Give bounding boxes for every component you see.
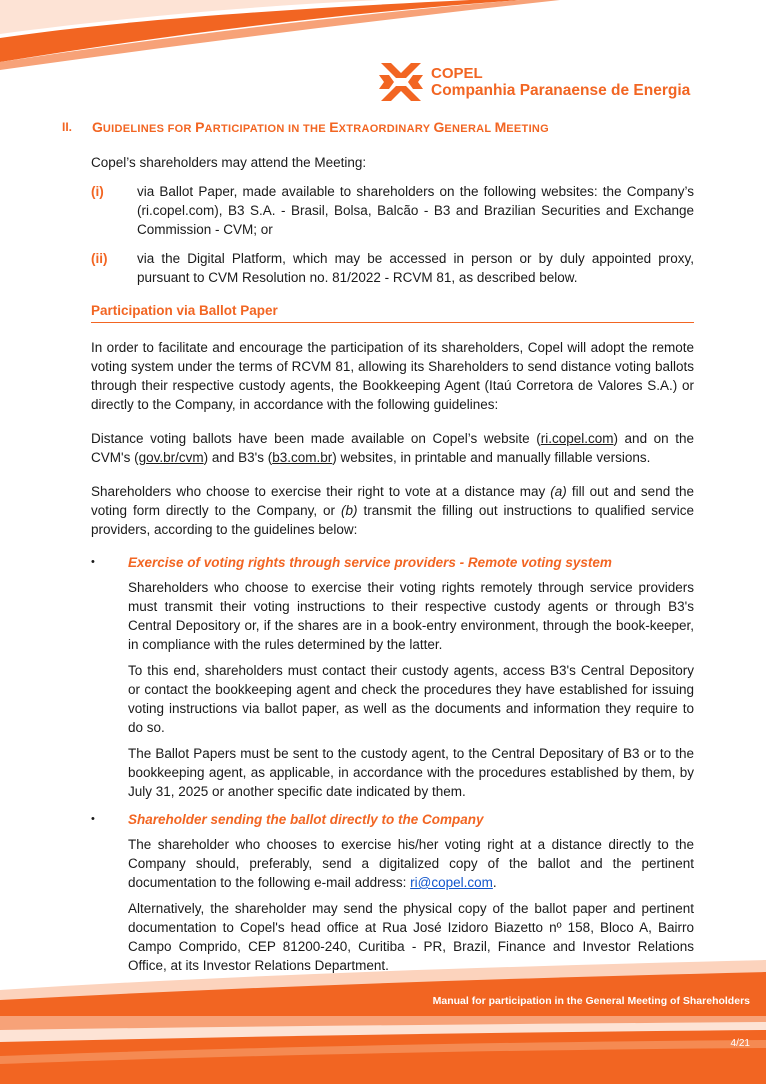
bullet-paragraph: Shareholders who choose to exercise their voting rights remotely through service providers must transmit their voting instructions to their respective custody agents or through B3's Central Depository or, if the shares are in a book-entry environment, through the book-keeper, in compliance with the rules determined by the latter.	[128, 580, 694, 652]
ballot-links-paragraph: Distance voting ballots have been made available on Copel’s website (ri.copel.com) and on the CVM's (gov.br/cvm) and B3's (b3.com.br) websites, in printable and manually fillable versions.	[91, 431, 694, 465]
bullet-paragraph: The shareholder who chooses to exercise his/her voting right at a distance directly to the Company should, preferably, send a digitalized copy of the ballot and the pertinent documentation to the following e-mail address: ri@copel.com.	[128, 837, 694, 890]
bullet-item	[62, 810, 694, 829]
bullet-dot: •	[91, 813, 95, 825]
ri-copel-link[interactable]: ri.copel.com	[540, 431, 614, 446]
cvm-link[interactable]: gov.br/cvm	[138, 450, 204, 465]
bullet-item	[62, 553, 694, 572]
option-label: (ii)	[91, 251, 108, 266]
section-heading	[62, 118, 694, 139]
option-item	[91, 182, 694, 239]
b3-link[interactable]: b3.com.br	[272, 450, 333, 465]
bullet-body	[62, 578, 694, 801]
option-label: (i)	[91, 184, 104, 199]
copel-logo	[379, 60, 690, 104]
copel-logo-icon	[379, 61, 423, 103]
intro-paragraph: Copel’s shareholders may attend the Meeting:	[91, 155, 367, 170]
option-item	[91, 249, 694, 287]
ballot-paragraph: In order to facilitate and encourage the participation of its shareholders, Copel will adopt the remote voting system under the terms of RCVM 81, allowing its Shareholders to send distance voting ballots through their respective custody agents, the Bookkeeping Agent (Itaú Corretora de Valores S.A.) or directly to the Company, in accordance with the following guidelines:	[91, 340, 694, 412]
bullet-dot: •	[91, 556, 95, 568]
footer-title: Manual for participation in the General Meeting of Shareholders	[432, 995, 750, 1007]
bullet-heading: Exercise of voting rights through service providers - Remote voting system	[128, 555, 612, 570]
document-body	[62, 116, 694, 975]
bullet-paragraph: Alternatively, the shareholder may send the physical copy of the ballot paper and pertinent documentation to Copel's head office at Rua José Izidoro Biazetto nº 158, Bloco A, Bairro Campo Comprido, CEP 81200-240, Curitiba - PR, Brazil, Finance and Investor Relations Office, at its Investor Relations Department.	[128, 901, 694, 973]
bullet-body	[62, 835, 694, 975]
page-number: 4/21	[730, 1038, 750, 1049]
subsection-heading: Participation via Ballot Paper	[91, 301, 694, 323]
bullet-paragraph: To this end, shareholders must contact their custody agents, access B3's Central Depository or contact the bookkeeping agent and check the procedures they have established for issuing voting instructions via ballot paper, as well as the documents and information they require to do so.	[128, 663, 694, 735]
option-text: via Ballot Paper, made available to shareholders on the following websites: the Company’s (ri.copel.com), B3 S.A. - Brasil, Bolsa, Balcão - B3 and Brazilian Securities and Exchange Commission - CVM; or	[137, 184, 694, 237]
section-title: GUIDELINES FOR PARTICIPATION IN THE EXTRAORDINARY GENERAL MEETING	[92, 119, 550, 135]
distance-vote-paragraph: Shareholders who choose to exercise their right to vote at a distance may (a) fill out and send the voting form directly to the Company, or (b) transmit the filling out instructions to qualified service providers, according to the guidelines below:	[91, 484, 694, 537]
bullet-heading: Shareholder sending the ballot directly to the Company	[128, 812, 484, 827]
footer-swoosh	[0, 960, 766, 1084]
brand-full-name: Companhia Paranaense de Energia	[431, 82, 691, 99]
section-number: II.	[62, 120, 73, 134]
brand-name: COPEL	[431, 65, 483, 82]
option-text: via the Digital Platform, which may be accessed in person or by duly appointed proxy, pursuant to CVM Resolution no. 81/2022 - RCVM 81, as described below.	[137, 251, 694, 285]
bullet-paragraph: The Ballot Papers must be sent to the custody agent, to the Central Depositary of B3 or to the bookkeeping agent, as applicable, in accordance with the procedures established by them, by July 31, 2025 or another specific date indicated by them.	[128, 746, 694, 799]
email-link[interactable]: ri@copel.com	[410, 875, 493, 890]
